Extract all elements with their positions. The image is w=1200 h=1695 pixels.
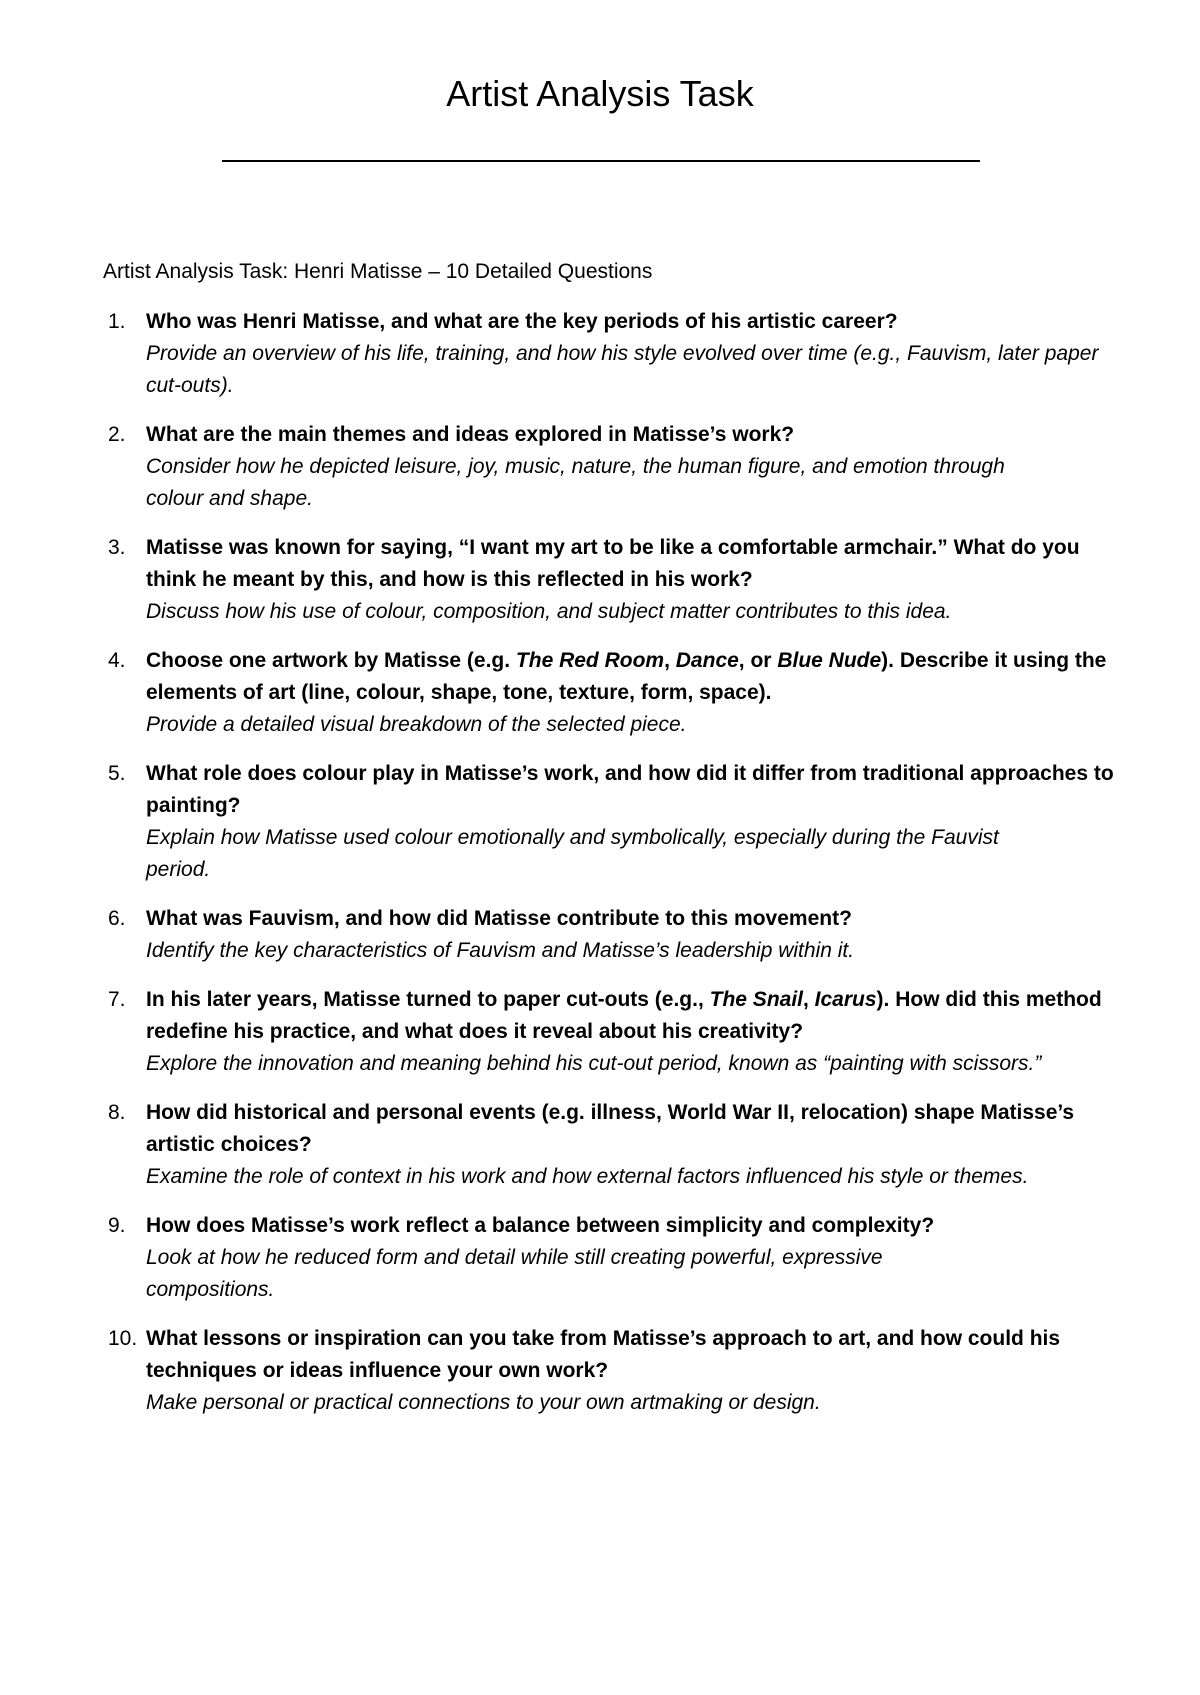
question-number: 6. (108, 907, 126, 930)
question-text: What was Fauvism, and how did Matisse contribute to this movement? (146, 907, 852, 930)
question-hint: Provide an overview of his life, training, and how his style evolved over time (e.g., Fauvism, later paper cut-outs). (146, 342, 1099, 397)
artwork-title: The Red Room (515, 649, 665, 672)
question-text (146, 984, 1130, 1048)
question-number: 1. (108, 310, 126, 333)
question-hint: Discuss how his use of colour, composition, and subject matter contributes to this idea. (146, 600, 952, 623)
question-item-7 (0, 984, 1200, 1080)
question-item-3 (0, 532, 1200, 628)
question-text: How did historical and personal events (e.g. illness, World War II, relocation) shape Matisse’s artistic choices? (146, 1101, 1075, 1156)
question-hint: Explore the innovation and meaning behind his cut-out period, known as “painting with scissors.” (146, 1052, 1042, 1075)
question-hint: Provide a detailed visual breakdown of the selected piece. (146, 713, 687, 736)
artwork-title: Blue Nude (777, 649, 882, 672)
question-number: 8. (108, 1101, 126, 1124)
question-number: 10. (108, 1327, 138, 1350)
question-item-2 (0, 419, 1200, 515)
question-item-6 (0, 903, 1200, 967)
question-hint: Make personal or practical connections to your own artmaking or design. (146, 1391, 821, 1414)
question-number: 7. (108, 988, 126, 1011)
question-number: 9. (108, 1214, 126, 1237)
question-item-4 (0, 645, 1200, 741)
question-text (146, 645, 1130, 709)
artwork-title: Icarus (814, 988, 877, 1011)
question-text-part: ). How did this method redefine his practice, and what does it reveal about his creativity? (146, 988, 1102, 1043)
question-hint: Consider how he depicted leisure, joy, music, nature, the human figure, and emotion through colour and shape. (146, 455, 1005, 510)
question-text-part: , (803, 988, 815, 1011)
question-number: 2. (108, 423, 126, 446)
question-item-10 (0, 1323, 1200, 1419)
question-item-8 (0, 1097, 1200, 1193)
document-subtitle: Artist Analysis Task: Henri Matisse – 10 Detailed Questions (103, 260, 653, 283)
question-item-5 (0, 758, 1200, 886)
artwork-title: Dance (675, 649, 739, 672)
question-text-part: ). Describe it using the elements of art (line, colour, shape, tone, texture, form, space). (146, 649, 1107, 704)
artwork-title: The Snail (709, 988, 803, 1011)
question-text-part: , (664, 649, 676, 672)
question-text: Who was Henri Matisse, and what are the key periods of his artistic career? (146, 310, 898, 333)
question-text: What role does colour play in Matisse’s work, and how did it differ from traditional approaches to painting? (146, 762, 1114, 817)
question-number: 5. (108, 762, 126, 785)
question-text-part: , or (738, 649, 778, 672)
question-text: Matisse was known for saying, “I want my art to be like a comfortable armchair.” What do you think he meant by this, and how is this reflected in his work? (146, 536, 1080, 591)
question-hint: Look at how he reduced form and detail while still creating powerful, expressive compositions. (146, 1246, 883, 1301)
question-item-9 (0, 1210, 1200, 1306)
question-hint: Identify the key characteristics of Fauvism and Matisse’s leadership within it. (146, 939, 855, 962)
question-text: What are the main themes and ideas explored in Matisse’s work? (146, 423, 795, 446)
question-item-1 (0, 306, 1200, 402)
title-underline (222, 160, 980, 162)
question-text: What lessons or inspiration can you take from Matisse’s approach to art, and how could his techniques or ideas influence your own work? (146, 1327, 1061, 1382)
question-hint: Explain how Matisse used colour emotionally and symbolically, especially during the Fauvist period. (146, 826, 999, 881)
question-text-part: Choose one artwork by Matisse (e.g. (146, 649, 516, 672)
question-list (0, 306, 1200, 1436)
question-number: 3. (108, 536, 126, 559)
question-text-part: In his later years, Matisse turned to paper cut-outs (e.g., (146, 988, 710, 1011)
question-text: How does Matisse’s work reflect a balance between simplicity and complexity? (146, 1214, 935, 1237)
page-title: Artist Analysis Task (446, 73, 754, 114)
question-number: 4. (108, 649, 126, 672)
question-hint: Examine the role of context in his work and how external factors influenced his style or themes. (146, 1165, 1029, 1188)
